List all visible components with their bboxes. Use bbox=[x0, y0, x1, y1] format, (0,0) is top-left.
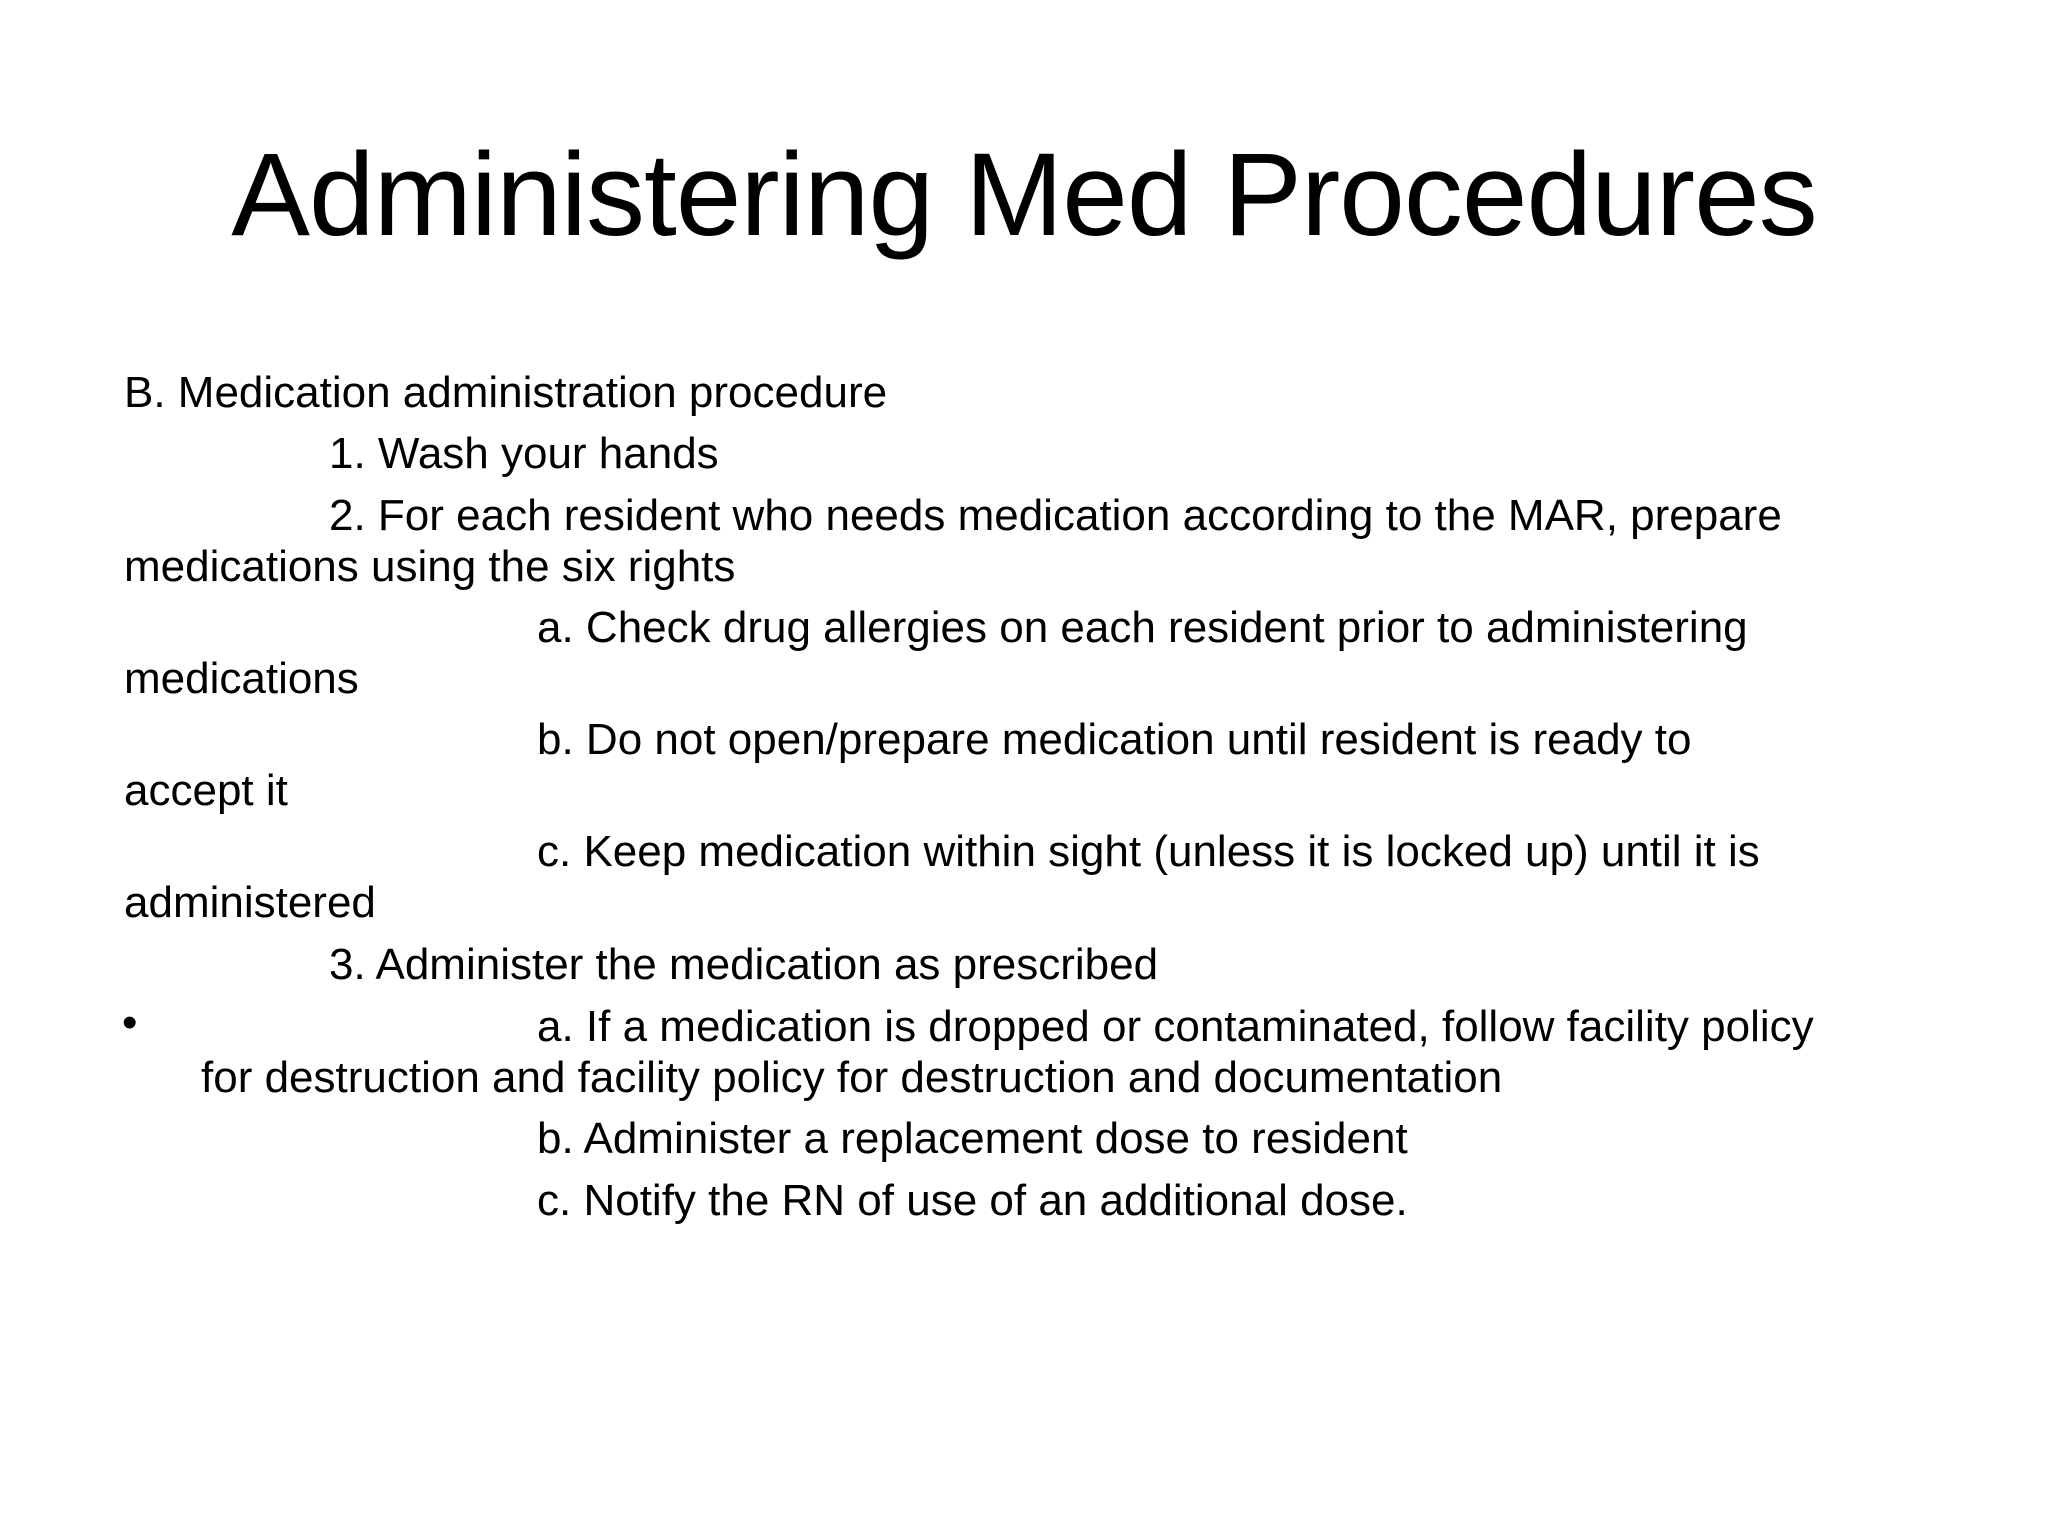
substep-2b-line-2: accept it bbox=[124, 766, 288, 815]
step-1: 1. Wash your hands bbox=[329, 429, 719, 478]
substep-2a-line-1: a. Check drug allergies on each resident prior to administering bbox=[537, 603, 1748, 652]
slide-title: Administering Med Procedures bbox=[231, 129, 1817, 261]
step-2-line-2: medications using the six rights bbox=[124, 542, 736, 591]
substep-2c-line-2: administered bbox=[124, 878, 376, 927]
step-2-line-1: 2. For each resident who needs medication according to the MAR, prepare bbox=[329, 491, 1782, 540]
step-3: 3. Administer the medication as prescribed bbox=[329, 940, 1159, 989]
bullet-point: • bbox=[122, 998, 138, 1047]
substep-3c: c. Notify the RN of use of an additional dose. bbox=[537, 1176, 1408, 1225]
substep-3b: b. Administer a replacement dose to resident bbox=[537, 1114, 1408, 1163]
substep-3a-line-1: a. If a medication is dropped or contaminated, follow facility policy bbox=[537, 1002, 1814, 1051]
section-heading: B. Medication administration procedure bbox=[124, 368, 888, 417]
substep-2c-line-1: c. Keep medication within sight (unless it is locked up) until it is bbox=[537, 827, 1760, 876]
substep-2b-line-1: b. Do not open/prepare medication until resident is ready to bbox=[537, 715, 1692, 764]
substep-2a-line-2: medications bbox=[124, 654, 359, 703]
substep-3a-line-2: for destruction and facility policy for destruction and documentation bbox=[201, 1053, 1503, 1102]
